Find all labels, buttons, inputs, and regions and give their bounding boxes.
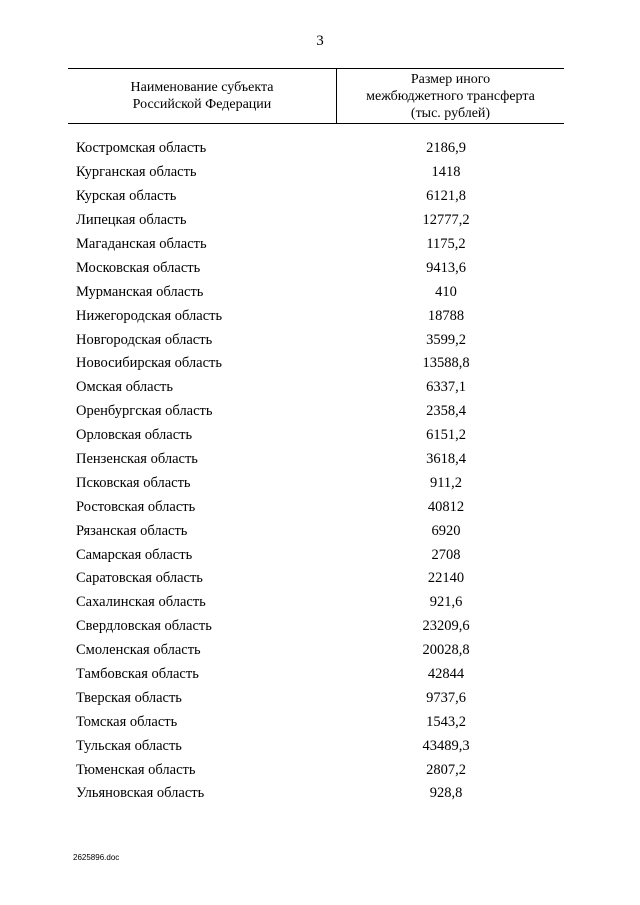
transfer-amount: 921,6 — [429, 594, 463, 611]
table-row — [76, 495, 556, 519]
region-name: Костромская область — [76, 140, 207, 157]
region-name: Ульяновская область — [76, 785, 205, 802]
transfer-amount: 3599,2 — [426, 331, 466, 348]
page-number: 3 — [316, 33, 324, 49]
header-value-line: (тыс. рублей) — [410, 105, 491, 121]
region-name: Ростовская область — [76, 498, 196, 515]
table-row — [76, 686, 556, 710]
table-row — [76, 424, 556, 448]
transfer-amount: 9413,6 — [426, 259, 466, 276]
region-name: Тамбовская область — [76, 666, 199, 683]
table-row — [76, 639, 556, 663]
transfer-amount: 18788 — [427, 307, 465, 324]
table-row — [76, 782, 556, 806]
transfer-table-header — [68, 68, 564, 124]
transfer-amount: 43489,3 — [422, 737, 470, 754]
table-row — [76, 400, 556, 424]
transfer-amount: 911,2 — [429, 474, 463, 491]
region-name: Псковская область — [76, 474, 191, 491]
table-row — [76, 185, 556, 209]
table-row — [76, 615, 556, 639]
transfer-amount: 2186,9 — [426, 140, 466, 157]
table-row — [76, 280, 556, 304]
table-row — [76, 448, 556, 472]
transfer-amount: 13588,8 — [422, 355, 470, 372]
region-name: Тверская область — [76, 689, 182, 706]
transfer-amount: 20028,8 — [422, 642, 470, 659]
table-row — [76, 209, 556, 233]
table-row — [76, 567, 556, 591]
transfer-amount: 1418 — [431, 164, 461, 181]
region-name: Сахалинская область — [76, 594, 206, 611]
region-name: Саратовская область — [76, 570, 203, 587]
region-name: Новгородская область — [76, 331, 213, 348]
header-name-column — [68, 69, 337, 123]
header-value-column — [337, 69, 564, 123]
region-name: Омская область — [76, 379, 173, 396]
table-row — [76, 591, 556, 615]
transfer-amount: 9737,6 — [426, 689, 466, 706]
transfer-amount: 6121,8 — [426, 188, 466, 205]
transfer-amount: 40812 — [427, 498, 465, 515]
region-name: Свердловская область — [76, 618, 212, 635]
table-row — [76, 233, 556, 257]
table-row — [76, 471, 556, 495]
region-name: Томская область — [76, 713, 178, 730]
region-name: Оренбургская область — [76, 403, 213, 420]
header-value-line: межбюджетного трансферта — [366, 88, 535, 104]
transfer-amount: 410 — [435, 283, 457, 300]
transfer-amount: 12777,2 — [422, 212, 470, 229]
transfer-amount: 1175,2 — [426, 236, 466, 252]
transfer-amount: 2358,4 — [426, 403, 466, 420]
table-row — [76, 663, 556, 687]
region-name: Рязанская область — [76, 522, 188, 539]
transfer-amount: 6151,2 — [426, 427, 466, 444]
table-row — [76, 543, 556, 567]
region-name: Мурманская область — [76, 283, 204, 300]
region-name: Смоленская область — [76, 642, 201, 659]
transfer-amount: 42844 — [427, 666, 465, 683]
transfer-amount: 6920 — [431, 522, 461, 539]
table-row — [76, 758, 556, 782]
region-name: Магаданская область — [76, 236, 207, 252]
transfer-amount: 6337,1 — [426, 379, 466, 396]
table-row — [76, 137, 556, 161]
region-name: Новосибирская область — [76, 355, 222, 372]
header-value-line: Размер иного — [410, 71, 491, 87]
header-name-line: Наименование субъекта — [130, 80, 274, 95]
region-name: Тюменская область — [76, 761, 196, 778]
table-row — [76, 352, 556, 376]
region-name: Пензенская область — [76, 451, 198, 468]
document-id: 2625896.doc — [73, 853, 120, 862]
region-name: Орловская область — [76, 427, 193, 444]
transfer-amount: 2807,2 — [426, 761, 466, 778]
region-name: Курганская область — [76, 164, 197, 181]
table-row — [76, 734, 556, 758]
table-row — [76, 161, 556, 185]
transfer-amount: 2708 — [431, 546, 461, 563]
table-row — [76, 304, 556, 328]
table-body — [76, 137, 556, 806]
region-name: Самарская область — [76, 546, 193, 563]
table-row — [76, 376, 556, 400]
transfer-amount: 3618,4 — [426, 451, 466, 468]
region-name: Тульская область — [76, 737, 182, 754]
transfer-amount: 23209,6 — [422, 618, 470, 635]
transfer-amount: 928,8 — [429, 785, 463, 802]
table-row — [76, 710, 556, 734]
transfer-amount: 22140 — [427, 570, 465, 587]
table-row — [76, 256, 556, 280]
region-name: Нижегородская область — [76, 307, 223, 324]
table-header — [68, 68, 564, 124]
header-name-line: Российской Федерации — [132, 97, 272, 112]
region-name: Московская область — [76, 259, 201, 276]
transfer-amount: 1543,2 — [426, 713, 466, 730]
region-name: Курская область — [76, 188, 177, 205]
table-row — [76, 519, 556, 543]
table-row — [76, 328, 556, 352]
region-name: Липецкая область — [76, 212, 187, 229]
